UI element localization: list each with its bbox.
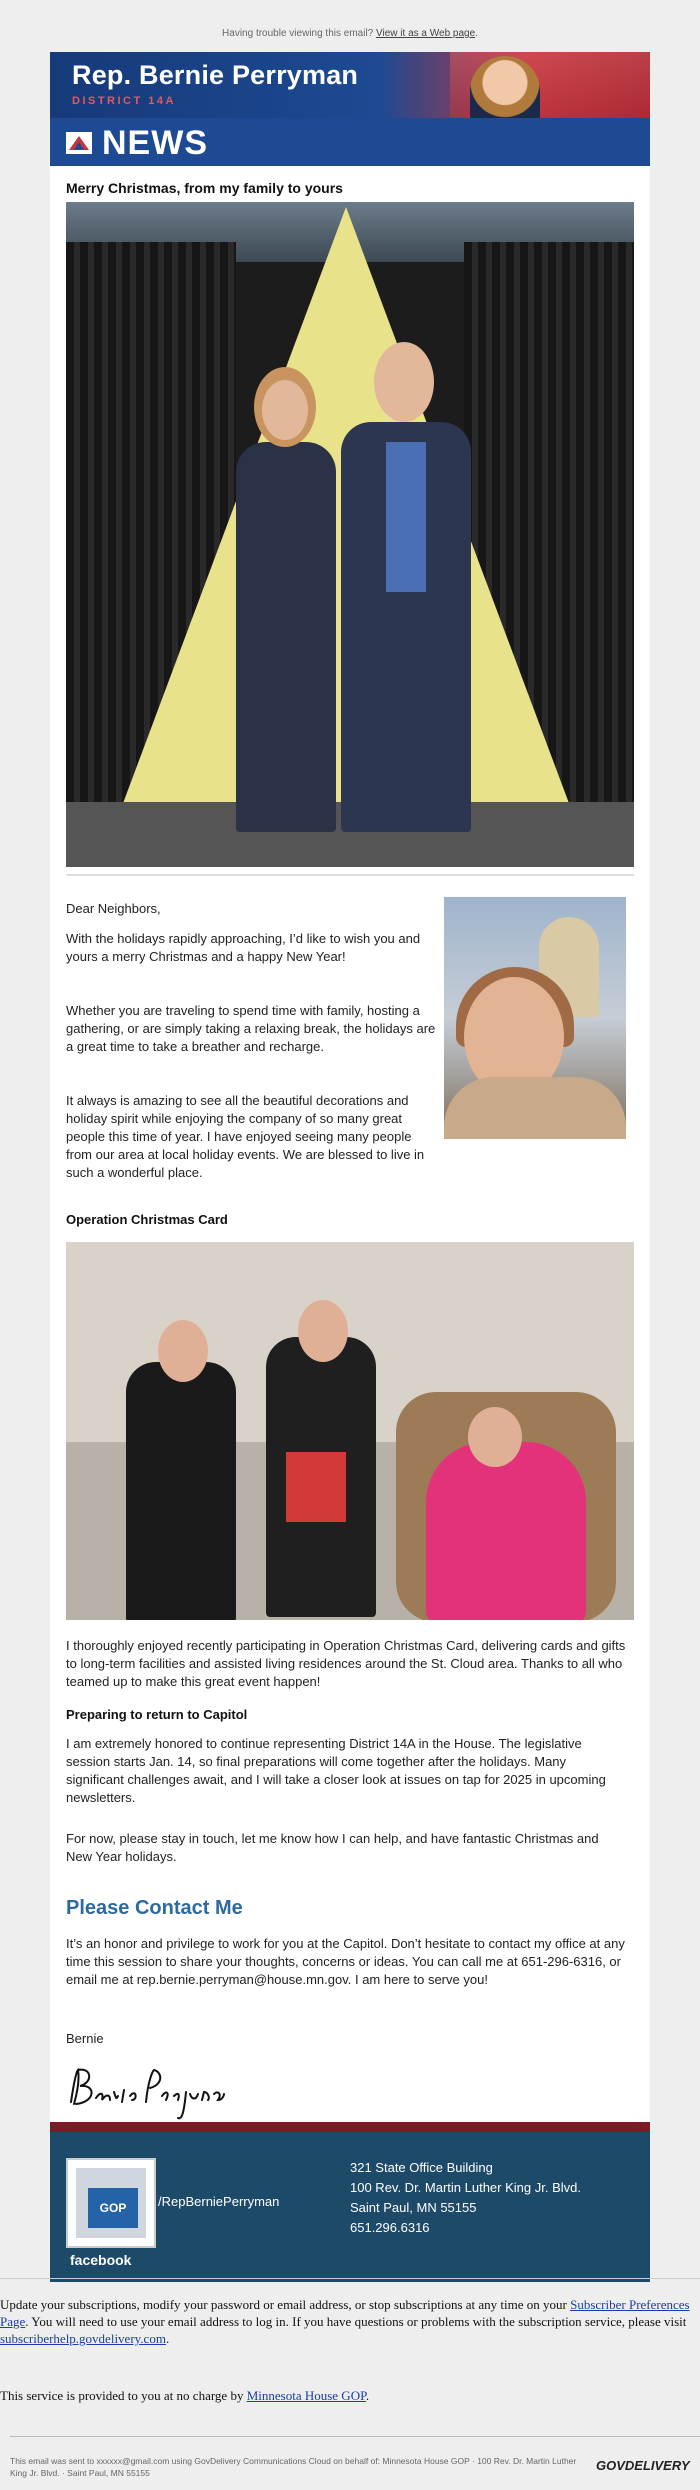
letter-paragraph-1: With the holidays rapidly approaching, I’d like to wish you and yours a merry Christmas and a happy New Year!: [66, 931, 421, 964]
govdelivery-logo[interactable]: GOVDELIVERY: [596, 2458, 690, 2473]
facebook-handle-link[interactable]: /RepBerniePerryman: [158, 2194, 280, 2209]
contact-heading: Please Contact Me: [66, 1897, 243, 1919]
salutation: Dear Neighbors,: [66, 901, 161, 916]
facebook-label: facebook: [70, 2252, 132, 2268]
banner-portrait: [470, 56, 540, 118]
capitol-paragraph-1: I am extremely honored to continue representing District 14A in the House. The legislative session starts Jan. 14, so final preparations will come together after the holidays. Many significant challenges await, and I will take a closer look at issues on tap for 2025 in upcoming newsletters.: [66, 1736, 606, 1805]
house-logo-icon: [66, 132, 92, 154]
christmas-photo: [66, 202, 634, 867]
letter-paragraph-3-text: It always is amazing to see all the beautiful decorations and holiday spirit while enjoying the company of so many great people this time of year. I have enjoyed seeing many people from our area at local holiday events. We are blessed to live in such a wonderful place.: [66, 1093, 425, 1180]
provided-text: This service is provided to you at no charge by: [0, 2388, 244, 2403]
manage-text-2: . You will need to use your email address to log in. If you have questions or problems with the subscription service, please visit: [25, 2314, 687, 2329]
operation-heading: Operation Christmas Card: [66, 1212, 228, 1227]
mn-house-gop-logo: [66, 2158, 156, 2248]
manage-text-1: Update your subscriptions, modify your password or email address, or stop subscriptions at any time on your: [0, 2297, 567, 2312]
provided-end: .: [365, 2388, 370, 2403]
contact-paragraph: It’s an honor and privilege to work for you at the Capitol. Don’t hesitate to contact my office at any time this session to share your thoughts, concerns or ideas. You can call me at 651-296-6316, or email me at rep.bernie.perryman@house.mn.gov. I am here to serve you!: [66, 1936, 625, 1987]
gop-logo-text: GOP: [88, 2188, 138, 2228]
operation-paragraph: I thoroughly enjoyed recently participating in Operation Christmas Card, delivering cards and gifts to long-term facilities and assisted living residences around the St. Cloud area. Thanks to all who teamed up to make this great event happen!: [66, 1638, 626, 1689]
operation-christmas-card-photo: [66, 1242, 634, 1620]
trouble-text: Having trouble viewing this email?: [222, 28, 374, 39]
banner-district: DISTRICT 14A: [72, 95, 176, 107]
letter-paragraph-2: Whether you are traveling to spend time with family, hosting a gathering, or are simply taking a relaxing break, the holidays are a great time to take a breather and recharge.: [66, 1003, 436, 1054]
trouble-viewing-note: Having trouble viewing this email? View it as a Web page.: [222, 28, 478, 39]
banner-news: NEWS: [102, 124, 208, 162]
capitol-heading: Preparing to return to Capitol: [66, 1707, 248, 1722]
address-line-2: 100 Rev. Dr. Martin Luther King Jr. Blvd.: [350, 2180, 581, 2195]
web-page-link[interactable]: View it as a Web page: [376, 28, 476, 39]
office-phone: 651.296.6316: [350, 2220, 430, 2235]
subscriber-help-link[interactable]: subscriberhelp.govdelivery.com: [0, 2331, 166, 2346]
minnesota-house-gop-link[interactable]: Minnesota House GOP: [246, 2388, 366, 2403]
office-address: [350, 2158, 581, 2238]
banner-name: Rep. Bernie Perryman: [72, 60, 359, 90]
manage-text-3: .: [165, 2331, 170, 2346]
signature-image: [66, 2062, 226, 2122]
footer-separator: [0, 2278, 700, 2279]
footer-band: [50, 2122, 650, 2282]
letter-paragraph-3: [66, 1092, 626, 1182]
subscription-management-text: [0, 2296, 700, 2347]
provided-by-text: [0, 2388, 369, 2404]
address-line-3: Saint Paul, MN 55155: [350, 2200, 477, 2215]
sent-to-notice: This email was sent to xxxxxx@gmail.com using GovDelivery Communications Cloud on behalf of: Minnesota House GOP · 100 Rev. Dr. Martin Luther King Jr. Blvd. · Saint Paul, MN 55155: [10, 2456, 577, 2478]
capitol-paragraph-2: For now, please stay in touch, let me know how I can help, and have fantastic Christmas and New Year holidays.: [66, 1831, 599, 1864]
facebook-block[interactable]: [66, 2158, 156, 2268]
section-divider: [66, 874, 634, 876]
banner-lower: [50, 118, 650, 166]
small-footer-separator: [10, 2436, 700, 2437]
newsletter-banner: [50, 52, 650, 118]
address-line-1: 321 State Office Building: [350, 2160, 493, 2175]
signoff-name: Bernie: [66, 2031, 104, 2046]
newsletter-card: [50, 52, 650, 2272]
greeting-heading: Merry Christmas, from my family to yours: [66, 180, 343, 196]
subscriber-preferences-link[interactable]: Subscriber Preferences Page: [0, 2297, 690, 2329]
